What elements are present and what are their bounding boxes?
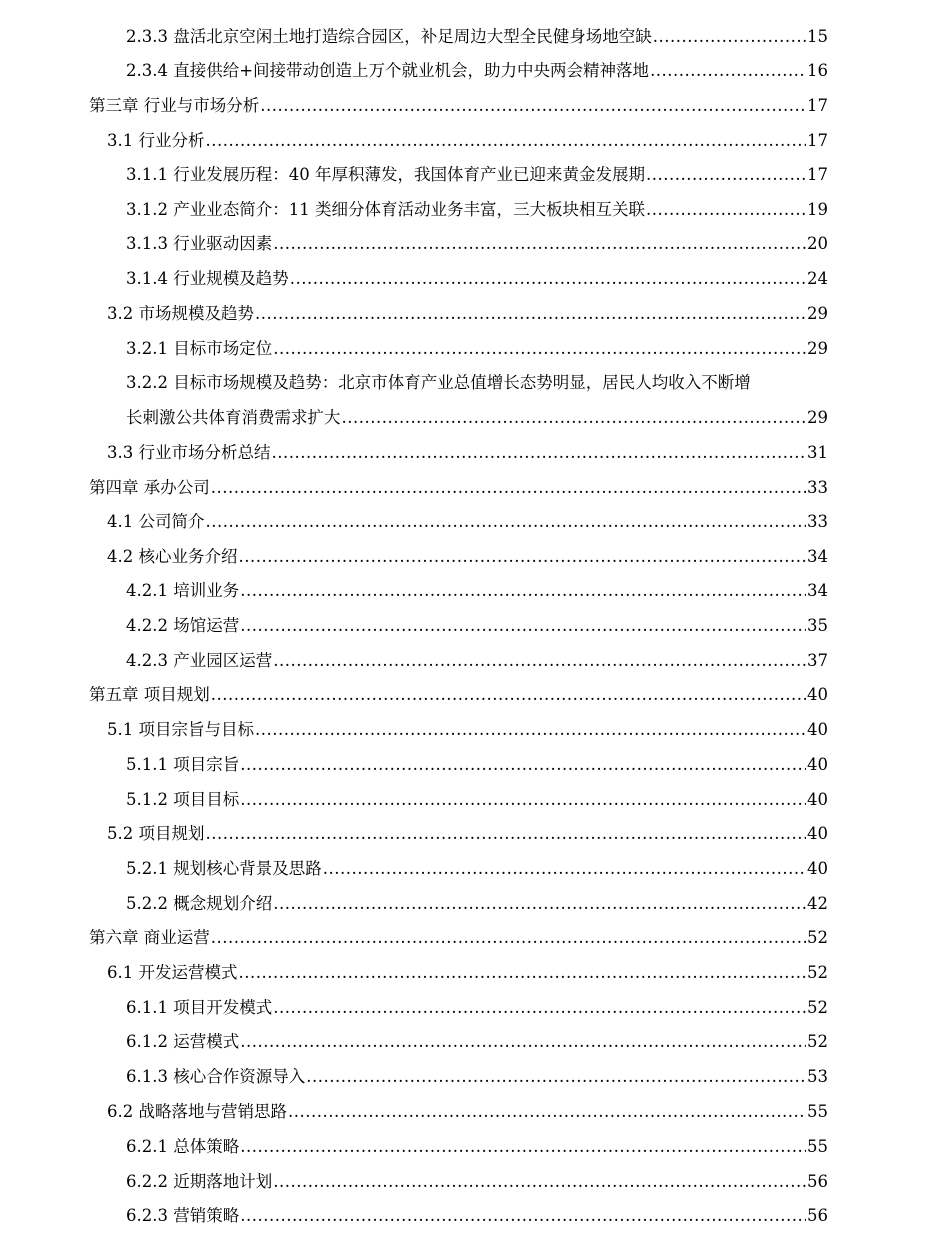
toc-entry-number: 5.2 [107, 824, 134, 843]
toc-entry-number: 5.1.2 [126, 790, 168, 809]
toc-entry[interactable] [0, 1066, 827, 1088]
toc-entry-title: 产业业态简介：11 类细分体育活动业务丰富，三大板块相互关联 [173, 200, 645, 219]
toc-entry[interactable] [0, 684, 827, 706]
toc-entry-number: 6.2.2 [126, 1172, 168, 1191]
toc-entry[interactable] [0, 1205, 827, 1227]
toc-entry-title-continued: 长刺激公共体育消费需求扩大 [126, 408, 341, 427]
dot-leader [206, 130, 807, 152]
toc-entry-page: 40 [807, 685, 828, 704]
toc-entry-title: 公司简介 [138, 512, 205, 531]
toc-entry[interactable] [0, 546, 827, 568]
toc-entry-page: 52 [807, 998, 828, 1017]
toc-entry-page: 56 [807, 1206, 828, 1225]
toc-entry-title: 承办公司 [143, 478, 210, 497]
toc-entry-page: 34 [807, 581, 828, 600]
dot-leader [306, 1066, 806, 1088]
dot-leader [646, 164, 806, 186]
toc-entry-number: 6.1.3 [126, 1067, 168, 1086]
toc-entry-continuation[interactable] [0, 407, 827, 429]
toc-entry[interactable] [0, 60, 827, 82]
toc-entry[interactable] [0, 615, 827, 637]
dot-leader [653, 26, 806, 48]
toc-entry-number: 5.2.1 [126, 859, 168, 878]
dot-leader [272, 442, 807, 464]
dot-leader [206, 823, 807, 845]
toc-entry-number: 6.2.1 [126, 1137, 168, 1156]
toc-entry[interactable] [0, 754, 827, 776]
toc-entry-title: 产业园区运营 [173, 651, 273, 670]
toc-entry-page: 33 [807, 478, 828, 497]
toc-entry-title: 目标市场定位 [173, 339, 273, 358]
dot-leader [240, 789, 806, 811]
toc-entry[interactable] [0, 95, 827, 117]
toc-entry[interactable] [0, 233, 827, 255]
toc-entry-page: 29 [807, 339, 828, 358]
toc-entry-page: 31 [807, 443, 828, 462]
dot-leader [273, 893, 806, 915]
dot-leader [342, 407, 807, 429]
toc-entry-page: 17 [807, 131, 828, 150]
toc-entry-number: 3.2.1 [126, 339, 168, 358]
toc-entry-title: 培训业务 [173, 581, 240, 600]
toc-entry-number: 5.2.2 [126, 894, 168, 913]
toc-entry-title: 开发运营模式 [138, 963, 238, 982]
toc-entry-page: 40 [807, 790, 828, 809]
toc-entry-title: 规划核心背景及思路 [173, 859, 322, 878]
toc-entry-title: 近期落地计划 [173, 1172, 273, 1191]
dot-leader [260, 95, 806, 117]
dot-leader [211, 684, 806, 706]
toc-entry[interactable] [0, 927, 827, 949]
toc-entry-page: 53 [807, 1067, 828, 1086]
toc-entry[interactable] [0, 1101, 827, 1123]
dot-leader [240, 615, 806, 637]
toc-entry-number: 5.1 [107, 720, 134, 739]
toc-entry-title: 营销策略 [173, 1206, 240, 1225]
toc-entry-title: 战略落地与营销思路 [138, 1102, 287, 1121]
dot-leader [273, 650, 806, 672]
toc-entry-page: 29 [807, 408, 828, 427]
toc-entry-title: 商业运营 [143, 928, 210, 947]
dot-leader [240, 1136, 806, 1158]
toc-entry-number: 3.2.2 [126, 373, 168, 392]
toc-entry[interactable] [0, 580, 827, 602]
toc-entry-title: 行业分析 [138, 131, 205, 150]
toc-entry-number: 3.1.1 [126, 165, 168, 184]
toc-entry-page: 37 [807, 651, 828, 670]
dot-leader [650, 60, 806, 82]
dot-leader [240, 754, 806, 776]
toc-entry-title: 项目规划 [143, 685, 210, 704]
dot-leader [646, 199, 806, 221]
toc-entry-page: 19 [807, 200, 828, 219]
dot-leader [255, 303, 806, 325]
toc-entry-title: 盘活北京空闲土地打造综合园区，补足周边大型全民健身场地空缺 [173, 27, 652, 46]
toc-entry[interactable] [0, 338, 827, 360]
toc-entry-page: 42 [807, 894, 828, 913]
toc-entry-number: 4.2 [107, 547, 134, 566]
toc-entry[interactable] [0, 893, 827, 915]
toc-entry-title: 行业驱动因素 [173, 234, 273, 253]
toc-entry-title: 总体策略 [173, 1137, 240, 1156]
toc-entry-page: 17 [807, 96, 828, 115]
dot-leader [239, 546, 807, 568]
toc-entry-title: 市场规模及趋势 [138, 304, 254, 323]
toc-entry[interactable] [0, 164, 827, 186]
toc-entry-page: 15 [807, 27, 828, 46]
toc-entry-page: 34 [807, 547, 828, 566]
toc-entry-page: 35 [807, 616, 828, 635]
toc-entry-number: 3.1.2 [126, 200, 168, 219]
toc-entry-page: 52 [807, 928, 828, 947]
toc-entry-number: 4.2.2 [126, 616, 168, 635]
toc-entry-number: 3.1 [107, 131, 134, 150]
toc-entry[interactable] [0, 650, 827, 672]
toc-entry-page: 40 [807, 720, 828, 739]
toc-entry-number: 3.2 [107, 304, 134, 323]
toc-entry-number: 3.1.4 [126, 269, 168, 288]
dot-leader [273, 1171, 806, 1193]
toc-entry-number: 4.2.1 [126, 581, 168, 600]
dot-leader [255, 719, 806, 741]
toc-entry-number: 6.2 [107, 1102, 134, 1121]
toc-entry-number: 第三章 [89, 96, 139, 115]
toc-entry[interactable] [0, 130, 827, 152]
dot-leader [206, 511, 807, 533]
toc-entry-title: 概念规划介绍 [173, 894, 273, 913]
toc-entry-title: 场馆运营 [173, 616, 240, 635]
toc-entry[interactable] [0, 1031, 827, 1053]
toc-entry-title: 直接供给+间接带动创造上万个就业机会，助力中央两会精神落地 [173, 61, 650, 80]
toc-entry-page: 17 [807, 165, 828, 184]
toc-entry-number: 2.3.3 [126, 27, 168, 46]
toc-entry-number: 5.1.1 [126, 755, 168, 774]
toc-entry-page: 20 [807, 234, 828, 253]
toc-entry-number: 第六章 [89, 928, 139, 947]
toc-entry[interactable] [0, 442, 827, 464]
toc-entry[interactable] [0, 962, 827, 984]
toc-entry[interactable] [0, 858, 827, 880]
dot-leader [273, 997, 806, 1019]
toc-entry-page: 56 [807, 1172, 828, 1191]
toc-entry-number: 4.1 [107, 512, 134, 531]
toc-entry[interactable] [0, 26, 827, 48]
toc-entry[interactable] [0, 719, 827, 741]
toc-entry-title: 行业市场分析总结 [138, 443, 271, 462]
toc-entry[interactable] [0, 303, 827, 325]
toc-entry-page: 52 [807, 1032, 828, 1051]
toc-entry-number: 6.1 [107, 963, 134, 982]
toc-entry-number: 第五章 [89, 685, 139, 704]
dot-leader [273, 233, 806, 255]
toc-entry[interactable] [0, 823, 827, 845]
toc-entry-title: 项目规划 [138, 824, 205, 843]
toc-entry-number: 6.1.2 [126, 1032, 168, 1051]
toc-entry[interactable] [0, 789, 827, 811]
dot-leader [288, 1101, 806, 1123]
dot-leader [290, 268, 806, 290]
toc-entry-title: 核心业务介绍 [138, 547, 238, 566]
dot-leader [211, 477, 806, 499]
toc-entry-title: 项目目标 [173, 790, 240, 809]
dot-leader [239, 962, 807, 984]
toc-entry-page: 33 [807, 512, 828, 531]
toc-entry-page: 52 [807, 963, 828, 982]
toc-entry-number: 3.3 [107, 443, 134, 462]
toc-entry-title: 目标市场规模及趋势：北京市体育产业总值增长态势明显，居民人均收入不断增 [173, 373, 751, 392]
toc-entry-number: 6.2.3 [126, 1206, 168, 1225]
toc-entry-title: 行业发展历程：40 年厚积薄发，我国体育产业已迎来黄金发展期 [173, 165, 645, 184]
toc-entry[interactable] [0, 199, 827, 221]
dot-leader [323, 858, 806, 880]
toc-entry[interactable] [0, 997, 827, 1019]
toc-entry[interactable] [0, 268, 827, 290]
toc-entry-page: 55 [807, 1137, 828, 1156]
dot-leader [240, 1031, 806, 1053]
toc-entry-number: 4.2.3 [126, 651, 168, 670]
toc-entry-page: 40 [807, 824, 828, 843]
toc-entry-title: 运营模式 [173, 1032, 240, 1051]
toc-entry-page: 40 [807, 859, 828, 878]
toc-entry[interactable] [0, 1136, 827, 1158]
dot-leader [273, 338, 806, 360]
dot-leader [211, 927, 806, 949]
toc-entry[interactable] [0, 1171, 827, 1193]
toc-entry-title: 行业与市场分析 [143, 96, 260, 115]
toc-entry-number: 3.1.3 [126, 234, 168, 253]
toc-entry-number: 2.3.4 [126, 61, 168, 80]
toc-entry-multiline[interactable] [126, 372, 827, 394]
toc-entry-number: 6.1.1 [126, 998, 168, 1017]
toc-entry-title: 项目开发模式 [173, 998, 273, 1017]
dot-leader [240, 580, 806, 602]
toc-entry-page: 55 [807, 1102, 828, 1121]
toc-entry[interactable] [0, 477, 827, 499]
toc-entry-title: 核心合作资源导入 [173, 1067, 306, 1086]
toc-entry-number: 第四章 [89, 478, 139, 497]
toc-entry-page: 29 [807, 304, 828, 323]
toc-entry-page: 16 [807, 61, 828, 80]
toc-entry-title: 项目宗旨与目标 [138, 720, 254, 739]
toc-entry-title: 行业规模及趋势 [173, 269, 289, 288]
toc-entry-page: 40 [807, 755, 828, 774]
toc-entry-title: 项目宗旨 [173, 755, 240, 774]
toc-entry-page: 24 [807, 269, 828, 288]
dot-leader [240, 1205, 806, 1227]
toc-entry[interactable] [0, 511, 827, 533]
